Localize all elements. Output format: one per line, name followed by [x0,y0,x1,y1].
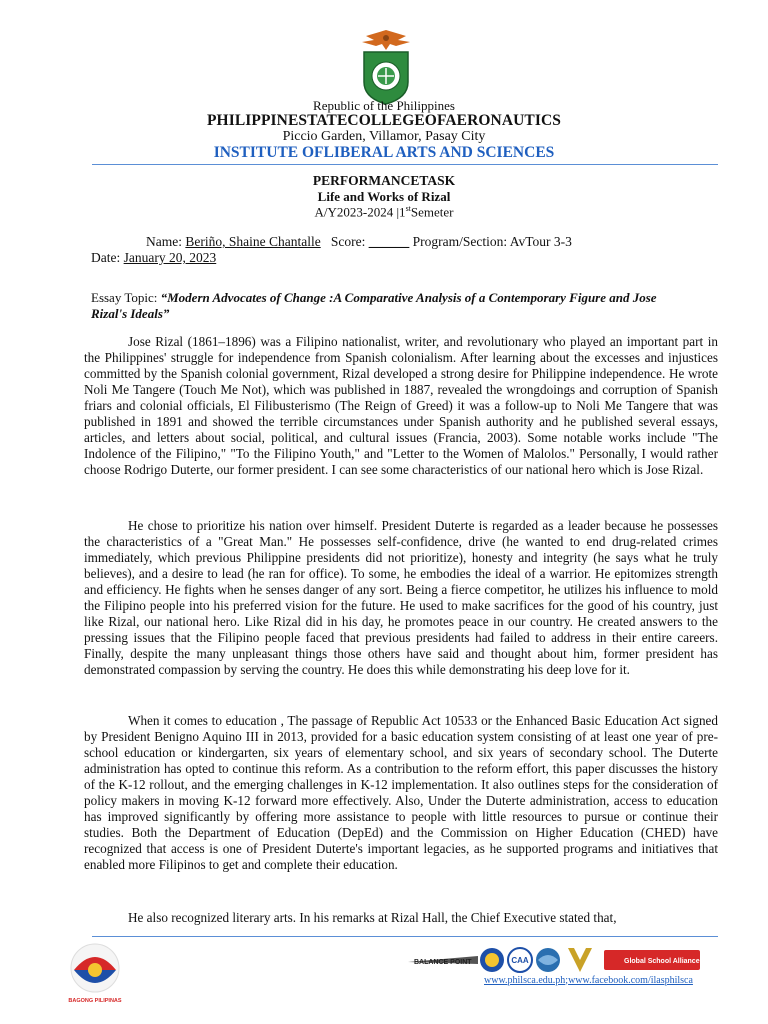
ay-superscript: st [405,204,411,213]
header-college-name: PHILIPPINESTATECOLLEGEOFAERONAUTICS [206,112,562,129]
name-label: Name: [146,234,182,249]
essay-topic [91,290,691,321]
ay-prefix: A/Y2023-2024 |1 [314,204,406,220]
program-value: AvTour 3-3 [509,234,572,249]
task-subject: Life and Works of Rizal [317,189,451,204]
topic-label: Essay Topic: [91,290,158,305]
topic-title: “Modern Advocates of Change :A Comparative Analysis of a Contemporary Figure and Jose Rizal's Ideals” [91,290,657,321]
task-academic-year [0,204,768,220]
link-separator: ; [565,975,569,986]
website-link[interactable]: www.philsca.edu.ph [484,975,566,986]
essay-paragraph: He also recognized literary arts. In his remarks at Rizal Hall, the Chief Executive stated that, [128,910,617,925]
essay-paragraph: He chose to prioritize his nation over himself. President Duterte is regarded as a leader because he possesses the characteristics of a "Great Man." He possesses self-confidence, drive (he wanted to end drug-related crimes immediately, which previous Philippine presidents did not prioritize), honesty and integrity (he says what he truly believes), and a desire to lead (he ran for office). To some, he embodies the ideal of a warrior. He epitomizes strength and efficiency. He fights when he senses danger of any sort. Being a fierce competitor, he utilizes his influence to mold the Filipino people into his preferred vision for the future. He used to make sacrifices for the good of his country, just like Rizal, our national hero. Like Rizal did in his day, he promotes peace in our country. He created answers to the pressing issues that the Filipino people faced that previous presidents had failed to address in their entire careers. Finally, despite the many unpleasant things those others have said and thought about him, former president has demonstrated compassion by serving the country. He does this while demonstrating his deep love for it. [84,518,718,678]
footer-divider [92,936,718,937]
balance-point-text: BALANCE POINT [414,959,472,966]
partner-logos [408,944,704,976]
facebook-link[interactable]: www.facebook.com/ilasphilsca [568,975,693,986]
global-school-alliance-text: Global School Alliance [624,958,700,965]
header-institute: INSTITUTE OFLIBERAL ARTS AND SCIENCES [213,144,555,161]
ay-suffix: Semeter [410,204,454,220]
bagong-pilipinas-logo [64,940,126,1006]
header-divider [92,164,718,165]
header-address: Piccio Garden, Villamor, Pasay City [282,129,486,144]
balance-point-logo [408,956,478,966]
essay-paragraph: Jose Rizal (1861–1896) was a Filipino nationalist, writer, and revolutionary who played an important part in the Philippines' struggle for independence from Spanish colonialism. After learning about the excesses and injustices committed by the Spanish colonial government, Rizal developed a strong desire for Philippine independence. He wrote Noli Me Tangere (Touch Me Not), which was published in 1887, revealed the wrongdoings and corruption of Spanish friars and colonial officials, El Filibusterismo (The Reign of Greed) it was a follow-up to Noli Me Tangere that was published in 1891 and showed the terrible circumstances under Spanish authority and he published several essays, articles, and letters about social, political, and cultural issues (Francia, 2003). Some notable works include "The Indolence of the Filipino," "To the Filipino Youth," and "Letter to the Women of Malolos." Personally, I would rather choose Rodrigo Duterte, our former president. I can see some characteristics of our national hero which is Jose Rizal. [84,334,718,478]
date-line [91,250,216,266]
bagong-logo-text: BAGONG PILIPINAS [68,998,122,1004]
program-label: Program/Section: [412,234,508,249]
task-title: PERFORMANCETASK [312,173,456,188]
caa-text: CAA [511,956,529,965]
partner-emblem-icon [568,948,592,972]
date-value: January 20, 2023 [123,250,217,265]
date-label: Date: [91,250,121,265]
student-info-line [146,234,572,250]
name-value: Beriño, Shaine Chantalle [185,234,321,249]
score-label: Score: [330,234,366,249]
header-republic: Republic of the Philippines [313,98,455,113]
essay-paragraph: When it comes to education , The passage of Republic Act 10533 or the Enhanced Basic Education Act signed by President Benigno Aquino III in 2013, provided for a basic education system consisting of at least one year of pre-school education or kindergarten, six years of elementary school, and six years of secondary school. The Duterte administration has opted to continue this reform. As a contribution to the reform effort, this paper discusses the history of the K-12 rollout, and the emerging challenges in K-12 implementation. It also outlines steps for the consideration of policy makers in moving K-12 forward more effectively. Also, Under the Duterte administration, access to education has improved significantly by offering more assistance to people with little resources to pursue or continue their studies. Both the Department of Education (DepEd) and the Commission on Higher Education (CHED) have recognized that access is one of President Duterte's important legacies, as he supported programs and initiatives that enabled more Filipinos to get and complete their education. [84,713,718,873]
score-blank: ______ [368,234,410,249]
college-seal-logo [354,26,418,106]
footer-links [484,975,693,986]
